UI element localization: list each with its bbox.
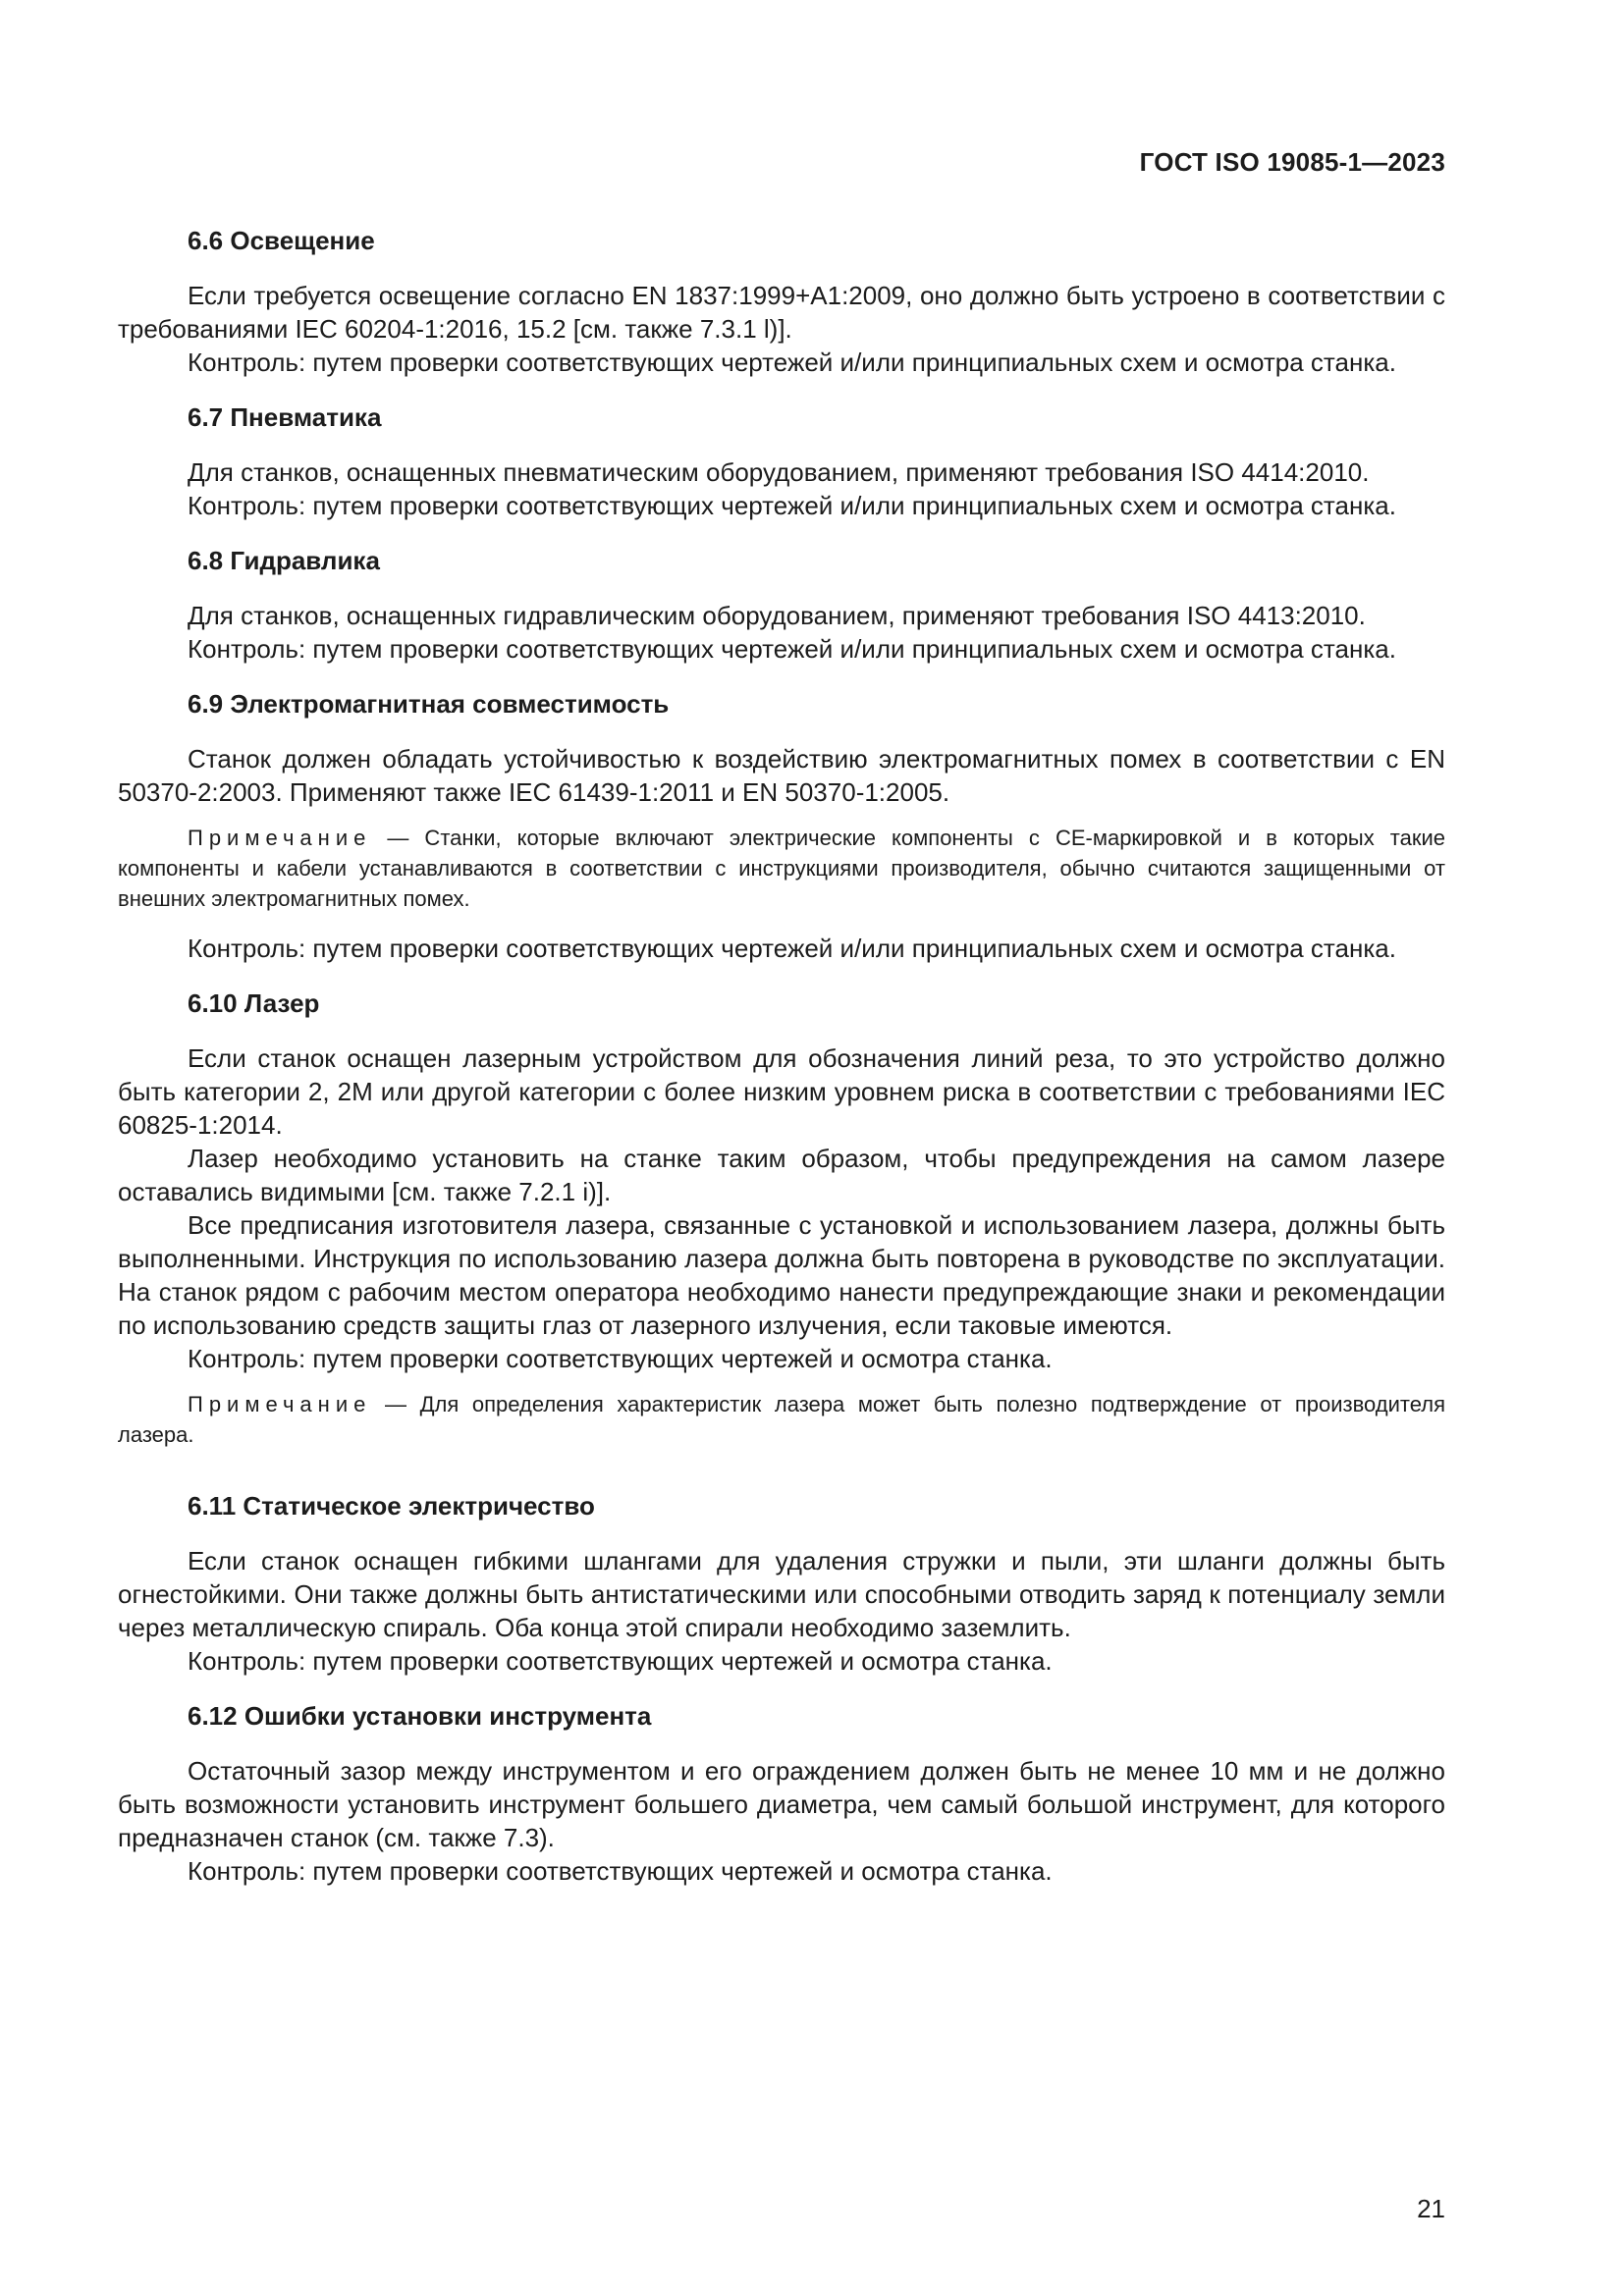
paragraph: Лазер необходимо установить на станке таким образом, чтобы предупреждения на самом лазере оставались видимыми [см. также 7.2.1 i)].: [118, 1144, 1445, 1206]
document-id-header: ГОСТ ISO 19085-1—2023: [1139, 147, 1445, 177]
section-title: 6.9 Электромагнитная совместимость: [188, 689, 670, 719]
document-body: [118, 224, 1445, 1909]
page-number: 21: [1417, 2194, 1445, 2223]
note-label: Примечание: [188, 826, 372, 850]
section-6-11: [118, 1489, 1445, 1678]
paragraph: Если станок оснащен лазерным устройством для обозначения линий реза, то это устройство должно быть категории 2, 2M или другой категории с более низким уровнем риска в соответствии с требованиями IEC 60825-1:2014.: [118, 1043, 1445, 1140]
section-6-9: [118, 687, 1445, 965]
paragraph-control: Контроль: путем проверки соответствующих чертежей и осмотра станка.: [188, 1344, 1053, 1373]
note: [118, 823, 1445, 914]
paragraph-control: Контроль: путем проверки соответствующих чертежей и осмотра станка.: [188, 1646, 1053, 1676]
note-text: — Станки, которые включают электрические компоненты с CE-маркировкой и в которых такие компоненты и кабели устанавливаются в соответствии с инструкциями производителя, обычно считаются защищенными от внешних электромагнитных помех.: [118, 826, 1445, 911]
paragraph: Остаточный зазор между инструментом и его ограждением должен быть не менее 10 мм и не должно быть возможности установить инструмент большего диаметра, чем самый большой инструмент, для которого предназначен станок (см. также 7.3).: [118, 1756, 1445, 1852]
section-title: 6.11 Статическое электричество: [188, 1491, 595, 1521]
section-title: 6.6 Освещение: [188, 226, 375, 255]
paragraph: Все предписания изготовителя лазера, связанные с установкой и использованием лазера, должны быть выполненными. Инструкция по использованию лазера должна быть повторена в руководстве по эксплуатации. На станок рядом с рабочим местом оператора необходимо нанести предупреждающие знаки и рекомендации по использованию средств защиты глаз от лазерного излучения, если таковые имеются.: [118, 1210, 1445, 1340]
section-6-12: [118, 1699, 1445, 1888]
paragraph: Для станков, оснащенных гидравлическим оборудованием, применяют требования ISO 4413:2010.: [188, 601, 1366, 630]
note-text: — Для определения характеристик лазера может быть полезно подтверждение от производителя лазера.: [118, 1392, 1445, 1447]
paragraph: Для станков, оснащенных пневматическим оборудованием, применяют требования ISO 4414:2010.: [188, 457, 1370, 487]
section-6-7: [118, 400, 1445, 522]
paragraph-control: Контроль: путем проверки соответствующих чертежей и/или принципиальных схем и осмотра станка.: [188, 934, 1396, 963]
section-title: 6.8 Гидравлика: [188, 546, 380, 575]
paragraph-control: Контроль: путем проверки соответствующих чертежей и/или принципиальных схем и осмотра станка.: [188, 491, 1396, 520]
paragraph: Станок должен обладать устойчивостью к воздействию электромагнитных помех в соответствии с EN 50370-2:2003. Применяют также IEC 61439-1:2011 и EN 50370-1:2005.: [118, 744, 1445, 807]
section-6-6: [118, 224, 1445, 379]
note-label: Примечание: [188, 1392, 372, 1416]
section-title: 6.7 Пневматика: [188, 402, 382, 432]
paragraph: Если требуется освещение согласно EN 1837:1999+A1:2009, оно должно быть устроено в соответствии с требованиями IEC 60204-1:2016, 15.2 [см. также 7.3.1 l)].: [118, 281, 1445, 344]
section-6-10: [118, 987, 1445, 1450]
section-6-8: [118, 544, 1445, 666]
section-title: 6.12 Ошибки установки инструмента: [188, 1701, 652, 1731]
note: [118, 1389, 1445, 1450]
paragraph-control: Контроль: путем проверки соответствующих чертежей и/или принципиальных схем и осмотра станка.: [188, 347, 1396, 377]
section-title: 6.10 Лазер: [188, 988, 320, 1018]
paragraph-control: Контроль: путем проверки соответствующих чертежей и/или принципиальных схем и осмотра станка.: [188, 634, 1396, 664]
paragraph: Если станок оснащен гибкими шлангами для удаления стружки и пыли, эти шланги должны быть огнестойкими. Они также должны быть антистатическими или способными отводить заряд к потенциалу земли через металлическую спираль. Оба конца этой спирали необходимо заземлить.: [118, 1546, 1445, 1642]
paragraph-control: Контроль: путем проверки соответствующих чертежей и осмотра станка.: [188, 1856, 1053, 1886]
